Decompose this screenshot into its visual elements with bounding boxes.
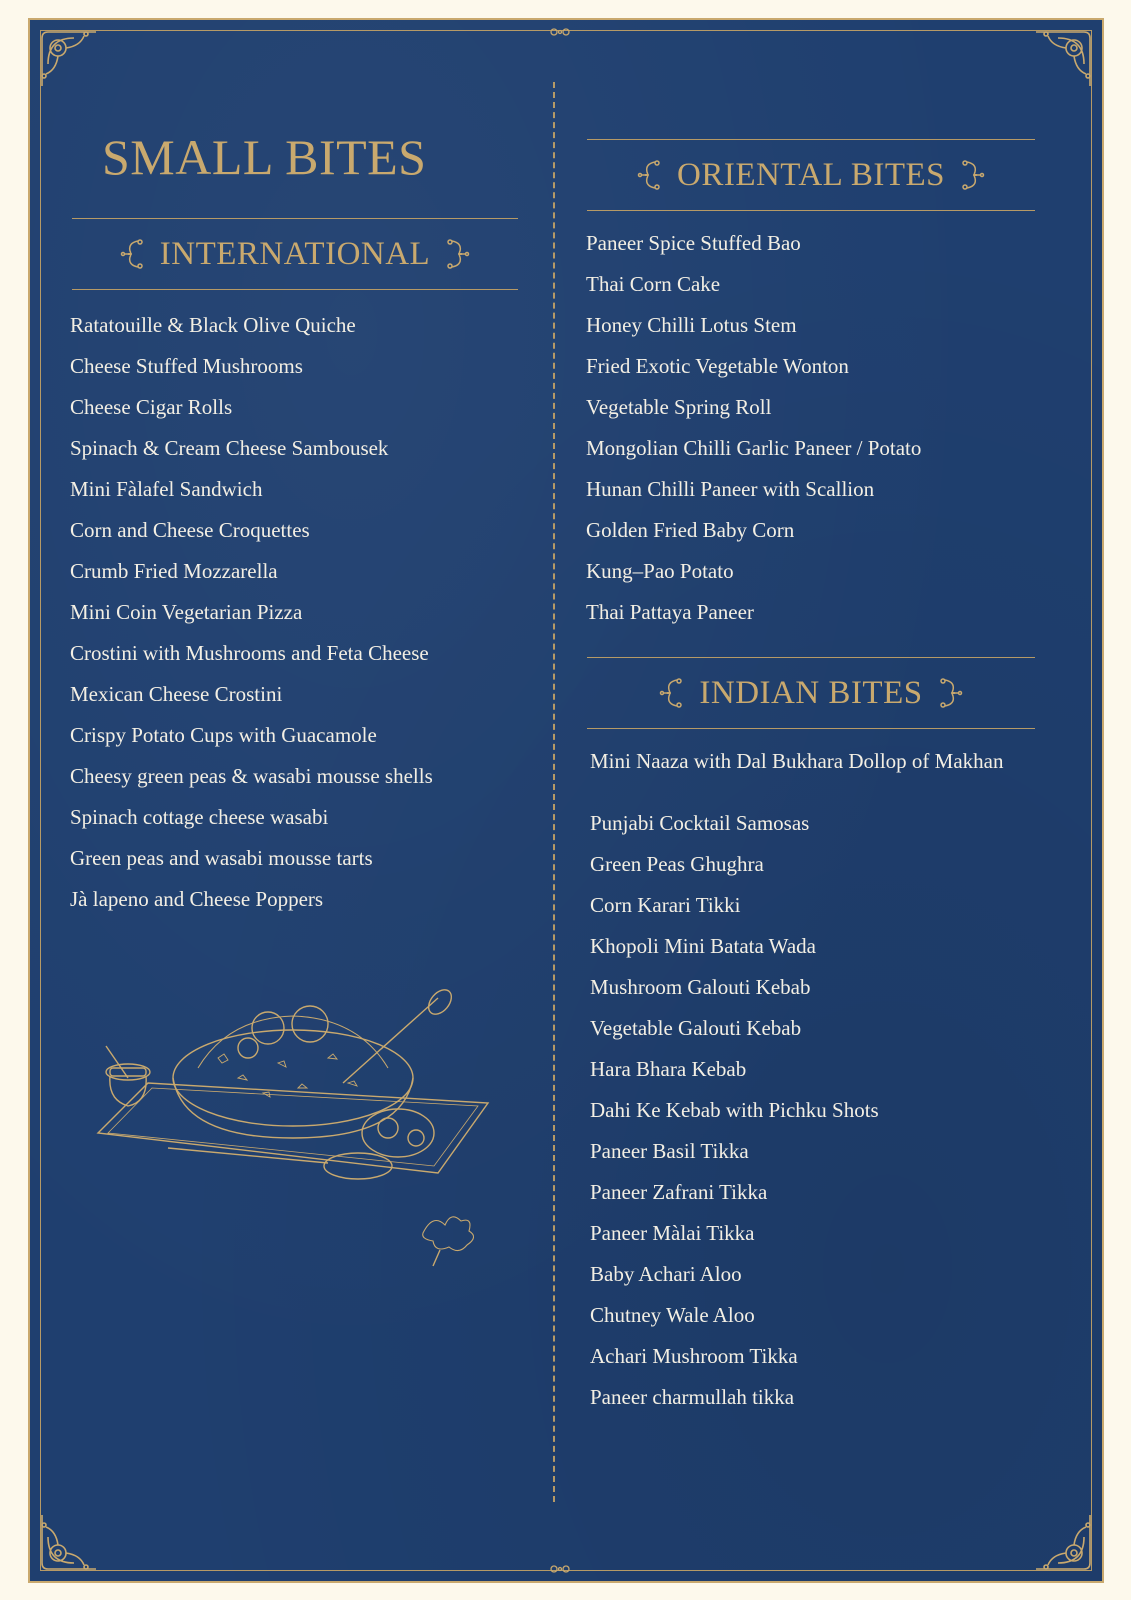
menu-item: Mongolian Chilli Garlic Paneer / Potato: [586, 436, 922, 460]
menu-item: Golden Fried Baby Corn: [586, 518, 795, 542]
edge-ornament-icon: [545, 26, 575, 38]
menu-item: Hunan Chilli Paneer with Scallion: [586, 477, 875, 501]
menu-item: Chutney Wale Aloo: [590, 1303, 755, 1327]
menu-item: Crostini with Mushrooms and Feta Cheese: [70, 641, 429, 665]
indian-items: [590, 741, 1010, 1418]
corner-flourish-icon: [34, 24, 104, 94]
menu-item: Ratatouille & Black Olive Quiche: [70, 313, 356, 337]
menu-item: Mini Naaza with Dal Bukhara Dollop of Makhan: [590, 749, 1004, 773]
corner-flourish-icon: [1028, 24, 1098, 94]
menu-item: Mexican Cheese Crostini: [70, 682, 283, 706]
menu-item: Achari Mushroom Tikka: [590, 1344, 798, 1368]
menu-item: Baby Achari Aloo: [590, 1262, 742, 1286]
section-header-indian: [587, 657, 1035, 729]
menu-item: Crispy Potato Cups with Guacamole: [70, 723, 377, 747]
page-title: SMALL BITES: [102, 129, 427, 185]
corner-flourish-icon: [1028, 1507, 1098, 1577]
section-title: ORIENTAL BITES: [676, 156, 946, 193]
menu-item: Paneer Zafrani Tikka: [590, 1180, 768, 1204]
menu-item: Thai Corn Cake: [586, 272, 721, 296]
menu-item: Paneer Màlai Tikka: [590, 1221, 755, 1245]
menu-item: Green Peas Ghughra: [590, 852, 764, 876]
food-bowl-illustration: [88, 988, 508, 1268]
menu-item: Jà lapeno and Cheese Poppers: [70, 887, 324, 911]
menu-item: Green peas and wasabi mousse tarts: [70, 846, 373, 870]
menu-item: Cheese Stuffed Mushrooms: [70, 354, 303, 378]
menu-item: Corn Karari Tikki: [590, 893, 741, 917]
section-header-international: [72, 218, 518, 290]
section-title: INDIAN BITES: [699, 674, 923, 711]
menu-item: Kung–Pao Potato: [586, 559, 734, 583]
menu-item: Vegetable Spring Roll: [586, 395, 772, 419]
menu-item: Punjabi Cocktail Samosas: [590, 811, 810, 835]
scroll-flourish-icon: [937, 676, 963, 710]
scroll-flourish-icon: [637, 158, 663, 192]
menu-item: Hara Bhara Kebab: [590, 1057, 747, 1081]
edge-ornament-icon: [545, 1563, 575, 1575]
menu-item: Mini Coin Vegetarian Pizza: [70, 600, 303, 624]
section-header-oriental: [587, 139, 1035, 211]
menu-item: Vegetable Galouti Kebab: [590, 1016, 802, 1040]
menu-item: Paneer charmullah tikka: [590, 1385, 795, 1409]
menu-item: Dahi Ke Kebab with Pichku Shots: [590, 1098, 879, 1122]
scroll-flourish-icon: [959, 158, 985, 192]
menu-item: Mini Fàlafel Sandwich: [70, 477, 263, 501]
menu-item: Spinach & Cream Cheese Sambousek: [70, 436, 389, 460]
menu-item: Thai Pattaya Paneer: [586, 600, 754, 624]
international-items: [70, 305, 433, 920]
scroll-flourish-icon: [659, 676, 685, 710]
menu-item: Crumb Fried Mozzarella: [70, 559, 278, 583]
oriental-items: [586, 223, 921, 633]
menu-item: Paneer Spice Stuffed Bao: [586, 231, 801, 255]
menu-item: Mushroom Galouti Kebab: [590, 975, 811, 999]
menu-item: Spinach cottage cheese wasabi: [70, 805, 329, 829]
menu-item: Paneer Basil Tikka: [590, 1139, 749, 1163]
menu-page: [28, 18, 1104, 1583]
menu-item: Khopoli Mini Batata Wada: [590, 934, 816, 958]
corner-flourish-icon: [34, 1507, 104, 1577]
section-title: INTERNATIONAL: [159, 235, 431, 272]
scroll-flourish-icon: [444, 237, 470, 271]
menu-item: Honey Chilli Lotus Stem: [586, 313, 797, 337]
menu-item: Fried Exotic Vegetable Wonton: [586, 354, 849, 378]
menu-item: Cheese Cigar Rolls: [70, 395, 233, 419]
menu-item: Corn and Cheese Croquettes: [70, 518, 310, 542]
column-divider: [553, 82, 555, 1502]
menu-item: Cheesy green peas & wasabi mousse shells: [70, 764, 433, 788]
scroll-flourish-icon: [120, 237, 146, 271]
